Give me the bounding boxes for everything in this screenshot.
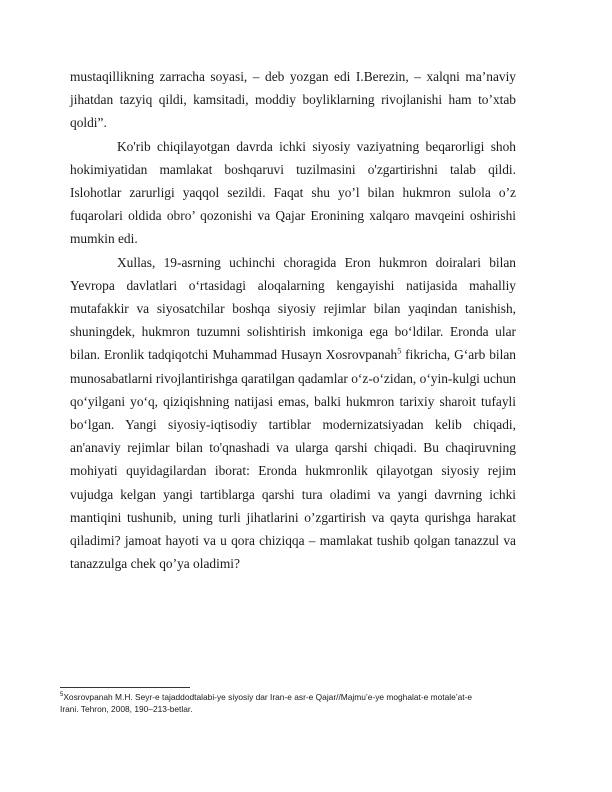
footnote xyxy=(60,691,530,715)
text-line: bo‘lgan. Yangi siyosiy-iqtisodiy tartiblar modernizatsiyadan kelib chiqadi, xyxy=(70,417,516,433)
text-line: qoldi”. xyxy=(70,115,107,131)
text-line: tanazzulga chek qo’ya oladimi? xyxy=(70,556,240,572)
text-line: jihatdan tazyiq qildi, kamsitadi, moddiy boyliklarning rivojlanishi ham to’xtab xyxy=(70,92,516,108)
footnote-reference[interactable]: 5 xyxy=(397,346,402,356)
text-line: Xullas, 19-asrning uchinchi choragida Eron hukmron doiralari bilan xyxy=(117,254,516,270)
text-fragment: bilan. Eronlik tadqiqotchi Muhammad Husayn Xosrovpanah xyxy=(70,347,398,363)
text-line-with-footnote xyxy=(70,343,516,366)
text-line: fuqarolari oldida obro’ qozonishi va Qajar Eronining xalqaro mavqeini oshirishi xyxy=(70,208,516,224)
text-line: mumkin edi. xyxy=(70,231,138,247)
text-fragment: fikricha, G‘arb bilan xyxy=(401,347,516,363)
text-line: mutafakkir va siyosatchilar boshqa siyosiy rejimlar bilan yaqindan tanishish, xyxy=(70,301,516,317)
text-line: an'anaviy rejimlar bilan to'qnashadi va ularga qarshi chiqadi. Bu chaqiruvning xyxy=(70,440,516,456)
text-line: vujudga kelgan yangi tartiblarga qarshi tura oladimi va yangi davrning ichki xyxy=(70,486,516,502)
footnote-text-line-1: Xosrovpanah M.H. Seyr-e tajaddodtalabi-ye siyosiy dar Iran-e asr-e Qajar//Majmu’e-ye moghalat-e motale’at-e xyxy=(63,692,473,702)
paragraph-1 xyxy=(70,65,516,135)
text-line: qo‘yilgani yo‘q, qiziqishning natijasi emas, balki hukmron tarixiy sharoit tufayli xyxy=(70,393,516,409)
footnote-area xyxy=(60,687,530,715)
paragraph-2 xyxy=(70,135,516,251)
text-line: Islohotlar zarurligi yaqqol sezildi. Faqat shu yo’l bilan hukmron sulola o’z xyxy=(70,185,516,201)
text-line: qiladimi? jamoat hayoti va u qora chiziqqa – mamlakat tushib qolgan tanazzul va xyxy=(70,533,516,549)
text-line: munosabatlarni rivojlantirishga qaratilgan qadamlar o‘z-o‘zidan, o‘yin-kulgi uchun xyxy=(70,370,516,386)
footnote-text-line-2: Irani. Tehron, 2008, 190–213-betlar. xyxy=(60,704,193,714)
footnote-separator xyxy=(60,687,190,688)
text-line: mustaqillikning zarracha soyasi, – deb yozgan edi I.Berezin, – xalqni ma’naviy xyxy=(70,69,516,84)
text-line: hokimiyatidan mamlakat boshqaruvi tuzilmasini o'zgartirishni talab qildi. xyxy=(70,161,516,177)
text-line: shuningdek, hukmron tuzumni solishtirish imkoniga ega bo‘ldilar. Eronda ular xyxy=(70,324,516,340)
text-line: mohiyati quyidagilardan iborat: Eronda hukmronlik qilayotgan siyosiy rejim xyxy=(70,463,516,479)
page-body xyxy=(70,65,516,575)
text-line: mantiqini tushunib, uning turli jihatlarini o’zgartirish va qayta qurishga harakat xyxy=(70,509,516,525)
text-line: Ko'rib chiqilayotgan davrda ichki siyosiy vaziyatning beqarorligi shoh xyxy=(117,138,516,154)
footnote-number: 5 xyxy=(60,692,64,699)
text-line: Yevropa davlatlari o‘rtasidagi aloqalarning kengayishi natijasida mahalliy xyxy=(70,277,516,293)
paragraph-3 xyxy=(70,251,516,576)
